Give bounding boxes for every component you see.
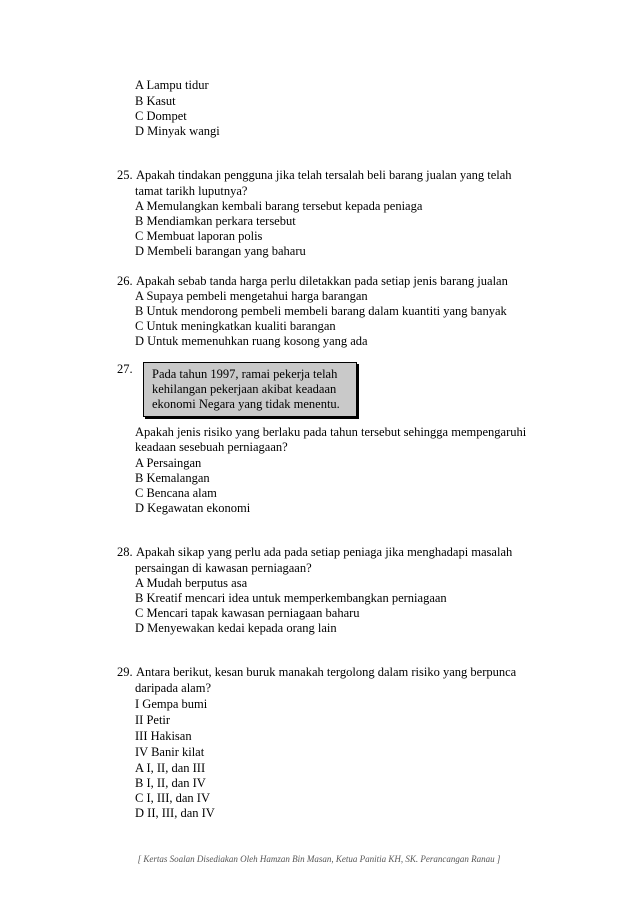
q24-option-c: C Dompet — [135, 109, 187, 123]
q27-box-line-1: Pada tahun 1997, ramai pekerja telah — [152, 367, 338, 381]
q28-stem-line-2: persaingan di kawasan perniagaan? — [135, 561, 312, 575]
q28-option-d: D Menyewakan kedai kepada orang lain — [135, 621, 337, 635]
q25-option-a: A Memulangkan kembali barang tersebut kepada peniaga — [135, 199, 423, 213]
q28-option-b: B Kreatif mencari idea untuk memperkembangkan perniagaan — [135, 591, 447, 605]
q26-number: 26. — [117, 274, 133, 288]
q26-stem-line-1: Apakah sebab tanda harga perlu diletakkan pada setiap jenis barang jualan — [136, 274, 508, 288]
q29-stem-line-1: Antara berikut, kesan buruk manakah tergolong dalam risiko yang berpunca — [136, 665, 517, 679]
q29-item-iv: IV Banir kilat — [135, 745, 205, 759]
q25-stem-line-2: tamat tarikh luputnya? — [135, 184, 248, 198]
q25-stem-line-1: Apakah tindakan pengguna jika telah tersalah beli barang jualan yang telah — [136, 168, 512, 182]
q28-number: 28. — [117, 545, 133, 559]
q27-stem-line-2: keadaan sesebuah perniagaan? — [135, 440, 288, 454]
q25-number: 25. — [117, 168, 133, 182]
q24-option-b: B Kasut — [135, 94, 176, 108]
q29-option-d: D II, III, dan IV — [135, 806, 215, 820]
q27-option-c: C Bencana alam — [135, 486, 217, 500]
q29-item-i: I Gempa bumi — [135, 697, 208, 711]
q27-stimulus-box — [143, 362, 357, 417]
q29-option-c: C I, III, dan IV — [135, 791, 210, 805]
q29-number: 29. — [117, 665, 133, 679]
q29-item-iii: III Hakisan — [135, 729, 192, 743]
q26-option-a: A Supaya pembeli mengetahui harga barangan — [135, 289, 368, 303]
q29-option-b: B I, II, dan IV — [135, 776, 206, 790]
q24-option-d: D Minyak wangi — [135, 124, 220, 138]
q27-box-line-2: kehilangan pekerjaan akibat keadaan — [152, 382, 337, 396]
q29-option-a: A I, II, dan III — [135, 761, 206, 775]
q25-option-c: C Membuat laporan polis — [135, 229, 263, 243]
q28-option-c: C Mencari tapak kawasan perniagaan baharu — [135, 606, 360, 620]
q28-stem-line-1: Apakah sikap yang perlu ada pada setiap peniaga jika menghadapi masalah — [136, 545, 513, 559]
q29-item-ii: II Petir — [135, 713, 171, 727]
q26-option-d: D Untuk memenuhkan ruang kosong yang ada — [135, 334, 368, 348]
q27-number: 27. — [117, 362, 133, 376]
q27-option-b: B Kemalangan — [135, 471, 210, 485]
q25-option-b: B Mendiamkan perkara tersebut — [135, 214, 296, 228]
q26-option-c: C Untuk meningkatkan kualiti barangan — [135, 319, 336, 333]
q27-box-line-3: ekonomi Negara yang tidak menentu. — [152, 397, 340, 411]
q27-option-a: A Persaingan — [135, 456, 202, 470]
q25-option-d: D Membeli barangan yang baharu — [135, 244, 306, 258]
q24-option-a: A Lampu tidur — [135, 78, 209, 92]
q29-stem-line-2: daripada alam? — [135, 681, 211, 695]
page-footer: [ Kertas Soalan Disediakan Oleh Hamzan Bin Masan, Ketua Panitia KH, SK. Perancangan Ranau ] — [137, 854, 501, 864]
q28-option-a: A Mudah berputus asa — [135, 576, 248, 590]
q26-option-b: B Untuk mendorong pembeli membeli barang dalam kuantiti yang banyak — [135, 304, 507, 318]
q27-option-d: D Kegawatan ekonomi — [135, 501, 251, 515]
q27-stem-line-1: Apakah jenis risiko yang berlaku pada tahun tersebut sehingga mempengaruhi — [135, 425, 527, 439]
